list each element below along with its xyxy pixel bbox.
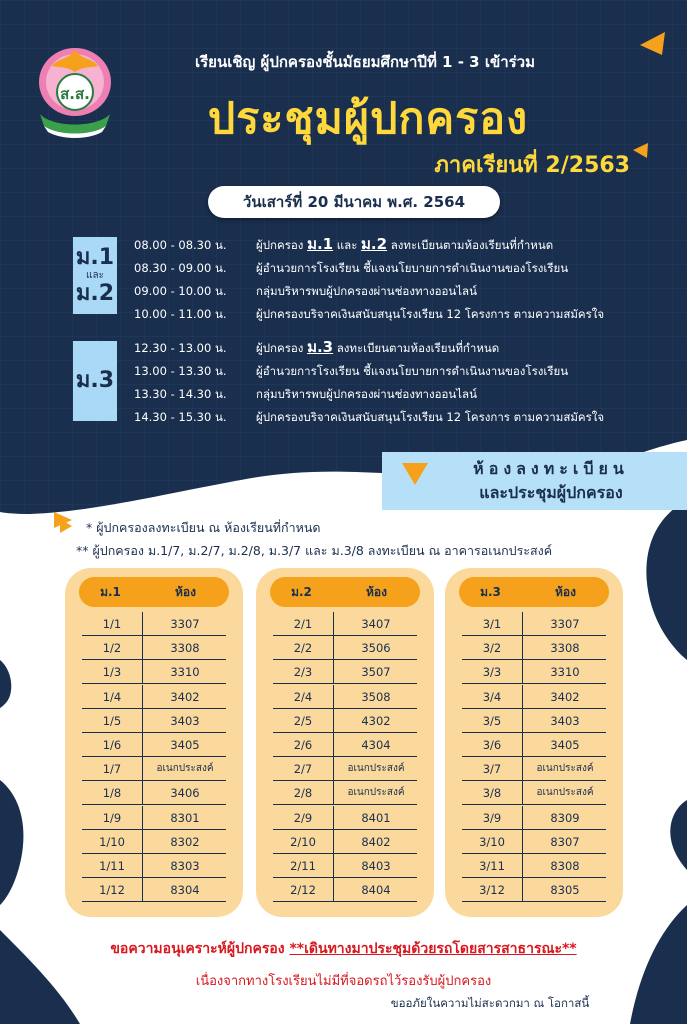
room-cell: 3507 bbox=[361, 665, 391, 680]
table-row bbox=[273, 878, 417, 902]
room-cell: 8303 bbox=[170, 859, 200, 873]
highlight-grade: ม.2 bbox=[361, 235, 388, 253]
schedule-desc: กลุ่มบริหารพบผู้ปกครองผ่านช่องทางออนไลน์ bbox=[256, 284, 477, 298]
table-row bbox=[462, 830, 606, 854]
room-cell: 8304 bbox=[170, 883, 200, 898]
table-row bbox=[82, 854, 226, 878]
class-cell: 3/10 bbox=[479, 834, 505, 849]
table-row bbox=[273, 636, 417, 660]
class-cell: 2/1 bbox=[293, 617, 313, 631]
class-cell: 1/8 bbox=[102, 786, 122, 801]
table-header bbox=[270, 577, 420, 607]
table-row bbox=[462, 878, 606, 902]
class-cell: 2/4 bbox=[293, 689, 313, 704]
class-cell: 1/7 bbox=[102, 762, 122, 777]
room-cell: 3307 bbox=[550, 617, 580, 631]
room-cell: 3308 bbox=[550, 641, 580, 656]
room-cell: 8308 bbox=[550, 859, 580, 873]
room-cell: 4304 bbox=[361, 738, 391, 752]
registration-subtitle: และประชุมผู้ปกครอง bbox=[479, 483, 623, 502]
table-row bbox=[273, 709, 417, 733]
meeting-date: วันเสาร์ที่ 20 มีนาคม พ.ศ. 2564 bbox=[208, 186, 500, 218]
room-cell: 3506 bbox=[361, 641, 391, 656]
table-row bbox=[82, 612, 226, 636]
room-cell: 8301 bbox=[170, 810, 200, 825]
registration-title: ห้องลงทะเบียน bbox=[473, 459, 629, 478]
room-cell: 8305 bbox=[550, 883, 580, 898]
class-cell: 1/5 bbox=[102, 713, 122, 728]
table-row bbox=[273, 830, 417, 854]
schedule-time: 13.00 - 13.30 น. bbox=[134, 364, 227, 378]
room-cell: 3405 bbox=[170, 738, 200, 752]
page-title: ประชุมผู้ปกครอง bbox=[207, 94, 529, 144]
table-row bbox=[273, 854, 417, 878]
room-cell: 3402 bbox=[550, 689, 580, 704]
table-row bbox=[273, 733, 417, 757]
table-row bbox=[82, 733, 226, 757]
schedule-desc: ผู้ปกครองบริจาคเงินสนับสนุนโรงเรียน 12 โครงการ ตามความสมัครใจ bbox=[256, 307, 605, 321]
down-arrow-icon bbox=[402, 463, 428, 485]
table-row bbox=[82, 757, 226, 781]
grade-badge-m1-m2 bbox=[73, 237, 117, 314]
schedule-time: 14.30 - 15.30 น. bbox=[134, 410, 227, 424]
room-cell: 4302 bbox=[361, 713, 391, 728]
class-cell: 2/3 bbox=[293, 665, 313, 680]
footer-request bbox=[20, 938, 667, 960]
class-cell: 2/6 bbox=[293, 738, 313, 752]
schedule-row bbox=[134, 304, 604, 324]
table-row bbox=[82, 830, 226, 854]
table-row bbox=[273, 612, 417, 636]
class-cell: 3/1 bbox=[482, 617, 502, 631]
room-table-card bbox=[445, 568, 623, 917]
table-row bbox=[462, 781, 606, 805]
badge-grade-3: ม.3 bbox=[75, 368, 115, 393]
table-row bbox=[462, 854, 606, 878]
school-logo-icon bbox=[32, 44, 118, 144]
class-cell: 2/9 bbox=[293, 810, 313, 825]
header-room: ห้อง bbox=[366, 585, 387, 599]
room-cell: 3307 bbox=[170, 617, 200, 631]
table-row bbox=[462, 733, 606, 757]
class-cell: 3/5 bbox=[482, 713, 502, 728]
class-cell: 3/8 bbox=[482, 786, 502, 801]
footer-apology: ขออภัยในความไม่สะดวกมา ณ โอกาสนี้ bbox=[390, 996, 590, 1010]
table-row bbox=[273, 781, 417, 805]
room-cell: 8307 bbox=[550, 834, 580, 849]
table-row bbox=[462, 709, 606, 733]
highlight-grade: ม.1 bbox=[307, 235, 334, 253]
table-row bbox=[462, 636, 606, 660]
table-row bbox=[462, 612, 606, 636]
registration-note-1: * ผู้ปกครองลงทะเบียน ณ ห้องเรียนที่กำหนด bbox=[86, 520, 321, 535]
class-cell: 3/4 bbox=[482, 689, 502, 704]
room-cell: 8309 bbox=[550, 810, 580, 825]
class-cell: 1/3 bbox=[102, 665, 122, 680]
schedule-desc: ผู้ปกครอง ม.1 และ ม.2 ลงทะเบียนตามห้องเรียนที่กำหนด bbox=[256, 235, 554, 253]
room-table-card bbox=[256, 568, 434, 917]
schedule-time: 12.30 - 13.00 น. bbox=[134, 341, 227, 355]
table-row bbox=[82, 636, 226, 660]
room-cell: 8403 bbox=[361, 859, 391, 873]
schedule-row bbox=[134, 361, 568, 381]
room-cell: 3407 bbox=[361, 617, 391, 631]
table-row bbox=[273, 757, 417, 781]
table-row bbox=[82, 806, 226, 830]
room-cell: 8302 bbox=[170, 834, 200, 849]
room-cell: 3310 bbox=[550, 665, 580, 680]
schedule-row bbox=[134, 234, 553, 254]
room-cell: 3402 bbox=[170, 689, 200, 704]
room-cell: 3403 bbox=[170, 713, 200, 728]
schedule-time: 13.30 - 14.30 น. bbox=[134, 387, 227, 401]
room-cell: อเนกประสงค์ bbox=[156, 763, 214, 775]
note-arrow-icon bbox=[60, 519, 72, 533]
schedule-row bbox=[134, 407, 604, 427]
class-cell: 3/2 bbox=[482, 641, 502, 656]
table-row bbox=[273, 806, 417, 830]
class-cell: 3/12 bbox=[479, 883, 505, 898]
class-cell: 1/2 bbox=[102, 641, 122, 656]
room-cell: 3508 bbox=[361, 689, 391, 704]
header-grade: ม.3 bbox=[480, 585, 501, 599]
class-cell: 3/7 bbox=[482, 762, 502, 777]
schedule-time: 10.00 - 11.00 น. bbox=[134, 307, 227, 321]
header-room: ห้อง bbox=[175, 585, 196, 599]
schedule-row bbox=[134, 281, 477, 301]
schedule-desc: กลุ่มบริหารพบผู้ปกครองผ่านช่องทางออนไลน์ bbox=[256, 387, 477, 401]
schedule-desc: ผู้ปกครอง ม.3 ลงทะเบียนตามห้องเรียนที่กำหนด bbox=[256, 338, 500, 356]
grade-badge-m3 bbox=[73, 341, 117, 421]
class-cell: 1/1 bbox=[102, 617, 122, 631]
room-cell: 3406 bbox=[170, 786, 200, 801]
class-cell: 3/11 bbox=[479, 859, 505, 873]
schedule-desc: ผู้อำนวยการโรงเรียน ชี้แจงนโยบายการดำเนินงานของโรงเรียน bbox=[256, 261, 569, 275]
room-cell: 3403 bbox=[550, 713, 580, 728]
table-row bbox=[82, 709, 226, 733]
class-cell: 1/12 bbox=[99, 883, 125, 898]
schedule-time: 08.00 - 08.30 น. bbox=[134, 238, 227, 252]
room-cell: 3405 bbox=[550, 738, 580, 752]
room-cell: อเนกประสงค์ bbox=[536, 763, 594, 775]
table-row bbox=[82, 660, 226, 684]
class-cell: 2/11 bbox=[290, 859, 316, 873]
badge-and: และ bbox=[86, 269, 104, 281]
term-label: ภาคเรียนที่ 2/2563 bbox=[434, 153, 630, 178]
class-cell: 2/7 bbox=[293, 762, 313, 777]
footer-request-emphasis: **เดินทางมาประชุมด้วยรถโดยสารสาธารณะ** bbox=[289, 941, 577, 957]
footer-reason: เนื่องจากทางโรงเรียนไม่มีที่จอดรถไว้รองรับผู้ปกครอง bbox=[195, 974, 492, 989]
schedule-row bbox=[134, 258, 568, 278]
room-table-card bbox=[65, 568, 243, 917]
class-cell: 1/11 bbox=[99, 859, 125, 873]
room-cell: 3308 bbox=[170, 641, 200, 656]
highlight-grade: ม.3 bbox=[307, 338, 334, 356]
class-cell: 1/4 bbox=[102, 689, 122, 704]
room-cell: 8401 bbox=[361, 810, 391, 825]
class-cell: 3/6 bbox=[482, 738, 502, 752]
table-row bbox=[462, 685, 606, 709]
table-row bbox=[82, 878, 226, 902]
invitation-line: เรียนเชิญ ผู้ปกครองชั้นมัธยมศึกษาปีที่ 1 - 3 เข้าร่วม bbox=[195, 53, 535, 71]
class-cell: 2/5 bbox=[293, 713, 313, 728]
table-header bbox=[459, 577, 609, 607]
schedule-row bbox=[134, 337, 499, 357]
schedule-time: 08.30 - 09.00 น. bbox=[134, 261, 227, 275]
class-cell: 2/12 bbox=[290, 883, 316, 898]
footer-request-text: ขอความอนุเคราะห์ผู้ปกครอง bbox=[110, 941, 290, 957]
class-cell: 3/3 bbox=[482, 665, 502, 680]
class-cell: 3/9 bbox=[482, 810, 502, 825]
schedule-row bbox=[134, 384, 477, 404]
registration-note-2: ** ผู้ปกครอง ม.1/7, ม.2/7, ม.2/8, ม.3/7 และ ม.3/8 ลงทะเบียน ณ อาคารอเนกประสงค์ bbox=[76, 543, 553, 558]
svg-text:ส.ส.: ส.ส. bbox=[60, 85, 90, 103]
table-row bbox=[462, 660, 606, 684]
class-cell: 2/2 bbox=[293, 641, 313, 656]
class-cell: 1/10 bbox=[99, 834, 125, 849]
schedule-time: 09.00 - 10.00 น. bbox=[134, 284, 227, 298]
header-grade: ม.1 bbox=[100, 585, 121, 599]
table-row bbox=[273, 685, 417, 709]
header-room: ห้อง bbox=[555, 585, 576, 599]
schedule-desc: ผู้อำนวยการโรงเรียน ชี้แจงนโยบายการดำเนินงานของโรงเรียน bbox=[256, 364, 569, 378]
room-cell: 8404 bbox=[361, 883, 391, 898]
table-row bbox=[462, 757, 606, 781]
room-cell: 3310 bbox=[170, 665, 200, 680]
table-row bbox=[82, 781, 226, 805]
room-cell: อเนกประสงค์ bbox=[347, 787, 405, 799]
class-cell: 1/6 bbox=[102, 738, 122, 752]
header-grade: ม.2 bbox=[291, 585, 312, 599]
class-cell: 1/9 bbox=[102, 810, 122, 825]
badge-grade-2: ม.2 bbox=[75, 280, 115, 306]
table-header bbox=[79, 577, 229, 607]
schedule-desc: ผู้ปกครองบริจาคเงินสนับสนุนโรงเรียน 12 โครงการ ตามความสมัครใจ bbox=[256, 410, 605, 424]
room-cell: 8402 bbox=[361, 834, 391, 849]
class-cell: 2/10 bbox=[290, 834, 316, 849]
room-cell: อเนกประสงค์ bbox=[536, 787, 594, 799]
room-cell: อเนกประสงค์ bbox=[347, 763, 405, 775]
class-cell: 2/8 bbox=[293, 786, 313, 801]
badge-grade-1: ม.1 bbox=[75, 244, 115, 270]
table-row bbox=[82, 685, 226, 709]
table-row bbox=[273, 660, 417, 684]
table-row bbox=[462, 806, 606, 830]
